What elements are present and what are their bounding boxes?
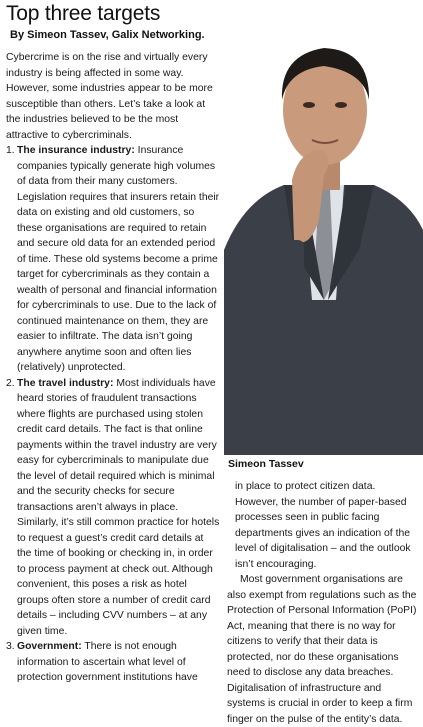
intro-paragraph: Cybercrime is on the rise and virtually every industry is being affected in some way. However, some industries appear to be more susceptible than others. Let’s take a look at the industries believed to be the most attractive to cybercriminals. [6,52,213,141]
list-number: 1. [6,145,15,156]
list-number: 3. [6,641,15,652]
left-column [6,50,220,686]
list-text: Most individuals have heard stories of fraudulent transactions where flights are purchased using stolen credit card details. The fact is that online payments within the travel industry are very easy for cybercriminals to manipulate due the level of detail required which is minimal and the security checks for secure transactions aren’t always in place. Similarly, it’s still common practice for hotels to request a guest’s credit card details at the time of booking or checking in, in order to process payment at check out. Although convenient, this poses a risk as hotel groups often store a number of credit card details – including CVV numbers – at any given time. [17,377,220,637]
list-item [6,143,220,376]
list-item [6,639,220,686]
list-text: There is not enough information to ascertain what level of protection government institutions have [17,641,198,683]
byline: By Simeon Tassev, Galix Networking. [10,29,205,41]
portrait-photo [224,0,423,455]
right-column [227,479,421,727]
continuation-paragraph: in place to protect citizen data. However, the number of paper-based processes seen in public facing departments gives an indication of the level of digitalisation – and the outlook isn’t encouraging. [235,481,411,570]
list-text: Insurance companies typically generate high volumes of data from their many customers. Legislation requires that insurers retain their data on existing and old customers, so these organisations are required to retain and secure old data for an extended period of time. These old systems become a prime target for cybercriminals as they contain a wealth of personal and financial information for cybercriminals to use. Due to the lack of continued maintenance on them, they are easier to infiltrate. The data isn’t going anywhere anytime soon and often lies (relatively) unprotected. [17,145,220,373]
list-item [6,376,220,640]
portrait-illustration [224,0,423,455]
photo-caption: Simeon Tassev [228,458,304,470]
list-heading: The travel industry: [17,377,114,389]
list-heading: Government: [17,641,82,652]
list-heading: The insurance industry: [17,145,135,156]
final-paragraph: Most government organisations are also exempt from regulations such as the Protection of Personal Information (PoPI) Act, meaning that there is no way for citizens to verify that their data is protected, nor do these organisations need to disclose any data breaches. Digitalisation of infrastructure and systems is crucial in order to keep a firm finger on the pulse of the entity’s data. [227,574,417,725]
list-number: 2. [6,377,15,389]
article-title: Top three targets [6,2,161,25]
